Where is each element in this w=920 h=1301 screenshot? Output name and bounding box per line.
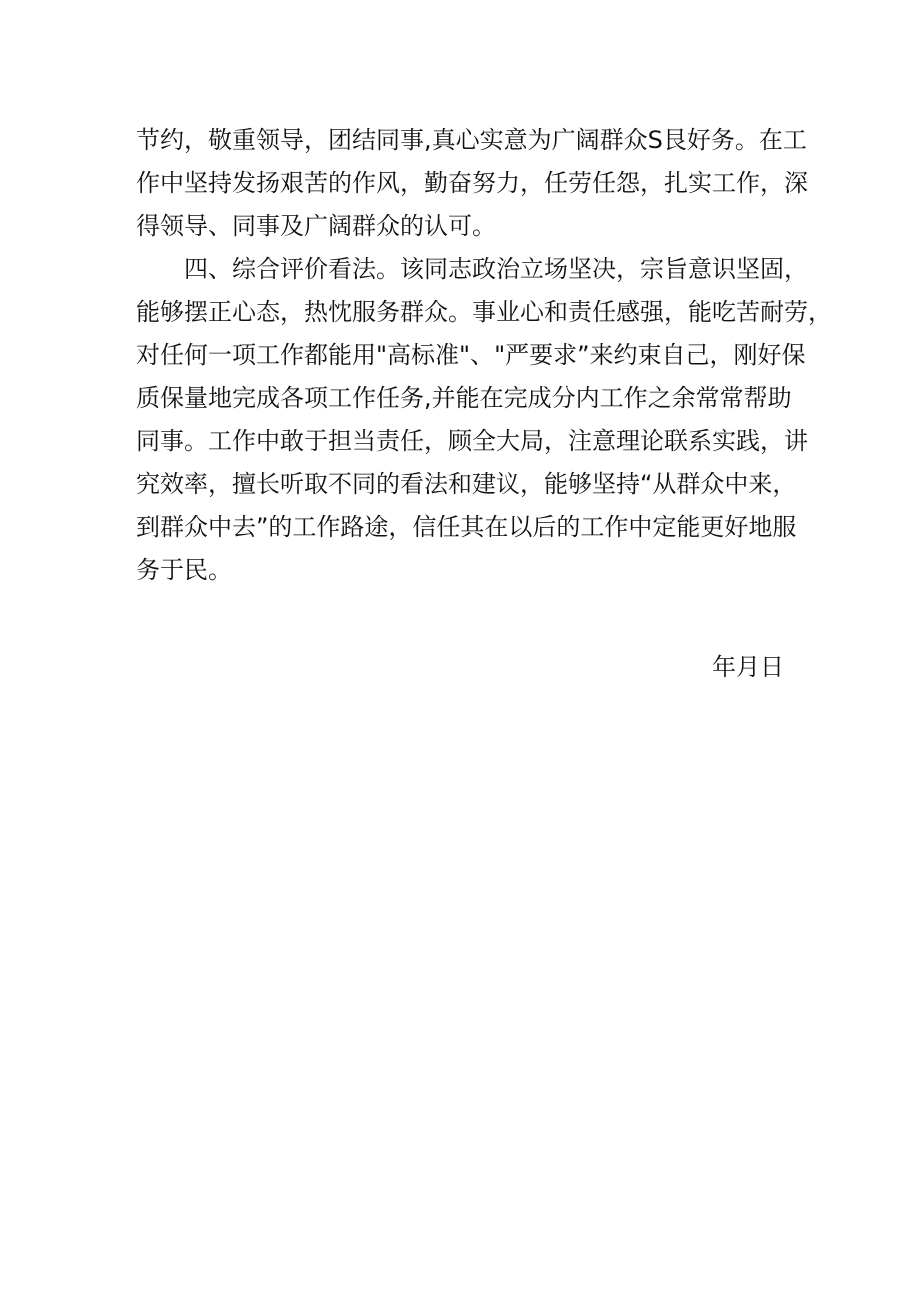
section-four-line-3: 对任何一项工作都能用"高标准"、"严要求”来约束自己，刚好保	[136, 341, 806, 369]
section-four-line-5: 同事。工作中敢于担当责任，顾全大局，注意理论联系实践，讲	[136, 427, 808, 455]
paragraph-line-2: 作中坚持发扬艰苦的作风，勤奋努力，任劳任怨，扎实工作，深	[136, 169, 808, 197]
date-line: 年月日	[712, 653, 784, 681]
section-four-line-8: 务于民。	[136, 556, 232, 584]
section-four-line-7: 到群众中去”的工作路途，信任其在以后的工作中定能更好地服	[136, 513, 797, 541]
section-four-line-1: 四、综合评价看法。该同志政治立场坚决，宗旨意识坚固，	[184, 255, 808, 283]
paragraph-line-3: 得领导、同事及广阔群众的认可。	[136, 212, 496, 240]
section-four-line-2: 能够摆正心态，热忱服务群众。事业心和责任感强，能吃苦耐劳，	[136, 298, 832, 326]
section-four-line-4: 质保量地完成各项工作任务,并能在完成分内工作之余常常帮助	[136, 384, 792, 412]
section-four-line-6: 究效率，擅长听取不同的看法和建议，能够坚持“从群众中来，	[136, 470, 797, 498]
paragraph-line-1: 节约，敬重领导，团结同事,真心实意为广阔群众S艮好务。在工	[136, 126, 807, 154]
